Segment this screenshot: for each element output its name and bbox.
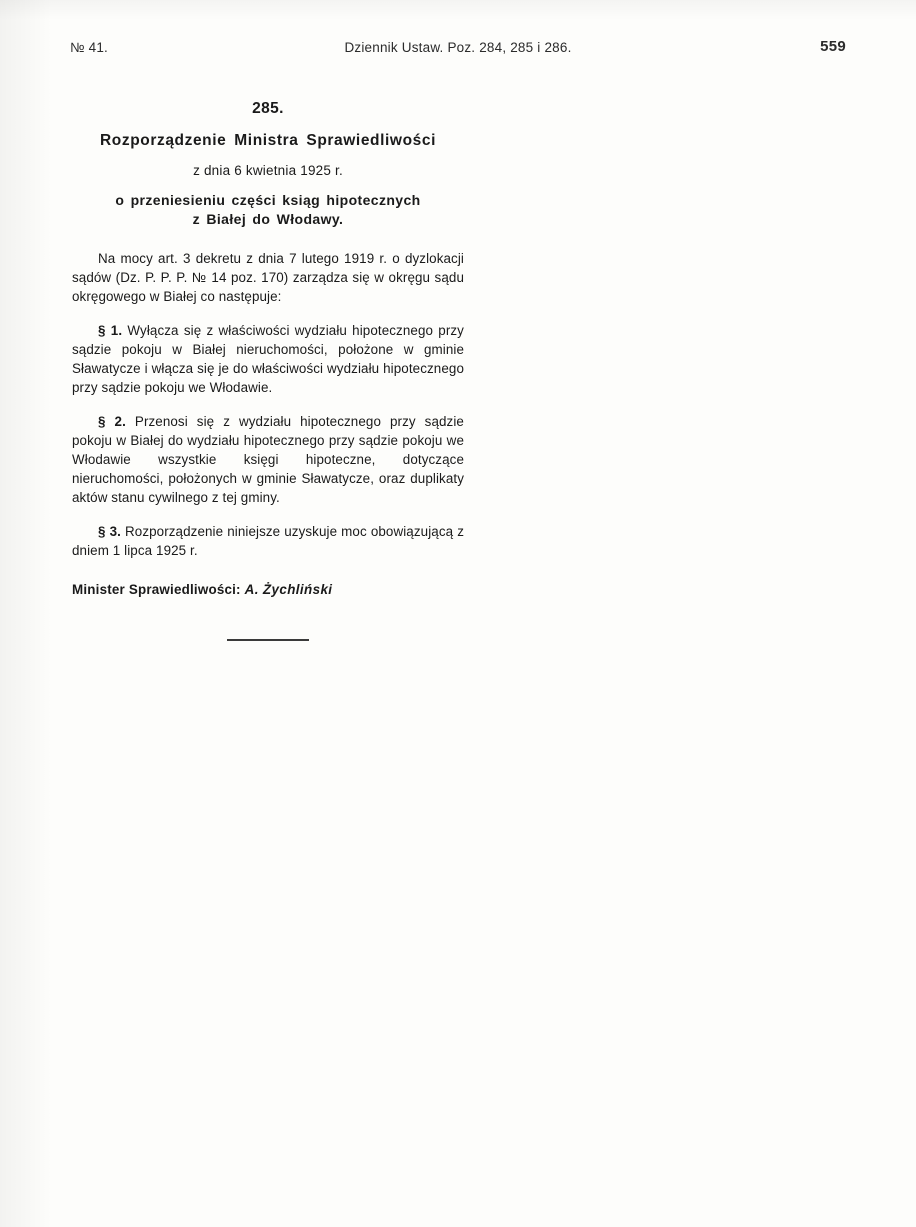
document-column <box>72 100 464 641</box>
scan-edge-top <box>0 0 916 20</box>
act-subject-line-2: z Białej do Włodawy. <box>192 210 344 227</box>
section-text: Przenosi się z wydziału hipotecznego przy sądzie pokoju w Białej do wydziału hipotecznego przy sądzie pokoju we Włodawie wszystkie księgi hipoteczne, dotyczące nieruchomości, położonych w gminie Sławatycze, oraz duplikaty aktów stanu cywilnego z tej gminy. <box>72 414 464 506</box>
act-section <box>72 522 464 560</box>
section-marker: § 1. <box>98 322 123 338</box>
running-head-title: Dziennik Ustaw. Poz. 284, 285 i 286. <box>344 40 572 55</box>
scan-edge-left <box>0 0 52 1227</box>
act-number: 285. <box>252 100 284 117</box>
act-section <box>72 412 464 507</box>
signature-name: A. Żychliński <box>244 582 333 598</box>
act-preamble: Na mocy art. 3 dekretu z dnia 7 lutego 1919 r. o dyzlokacji sądów (Dz. P. P. P. № 14 poz. 170) zarządza się w okręgu sądu okręgowego w Białej co następuje: <box>72 250 464 304</box>
page-number: 559 <box>820 38 846 55</box>
signature-label: Minister Sprawiedliwości: <box>72 582 241 598</box>
section-text: Wyłącza się z właściwości wydziału hipotecznego przy sądzie pokoju w Białej nieruchomości, położone w gminie Sławatycze i włącza się je do właściwości wydziału hipotecznego przy sądzie pokoju we Włodawie. <box>72 322 464 395</box>
act-section <box>72 321 464 397</box>
signature-block <box>72 582 464 597</box>
running-head <box>70 40 846 62</box>
act-date: z dnia 6 kwietnia 1925 r. <box>193 163 343 178</box>
section-divider-rule <box>227 639 309 641</box>
act-title: Rozporządzenie Ministra Sprawiedliwości <box>99 132 437 149</box>
act-subject-line-1: o przeniesieniu części ksiąg hipotecznych <box>115 192 421 208</box>
section-marker: § 3. <box>98 524 121 540</box>
section-text: Rozporządzenie niniejsze uzyskuje moc obowiązującą z dniem 1 lipca 1925 r. <box>72 524 464 559</box>
running-head-issue: № 41. <box>70 40 108 55</box>
section-marker: § 2. <box>98 414 126 429</box>
act-subject <box>72 191 464 229</box>
